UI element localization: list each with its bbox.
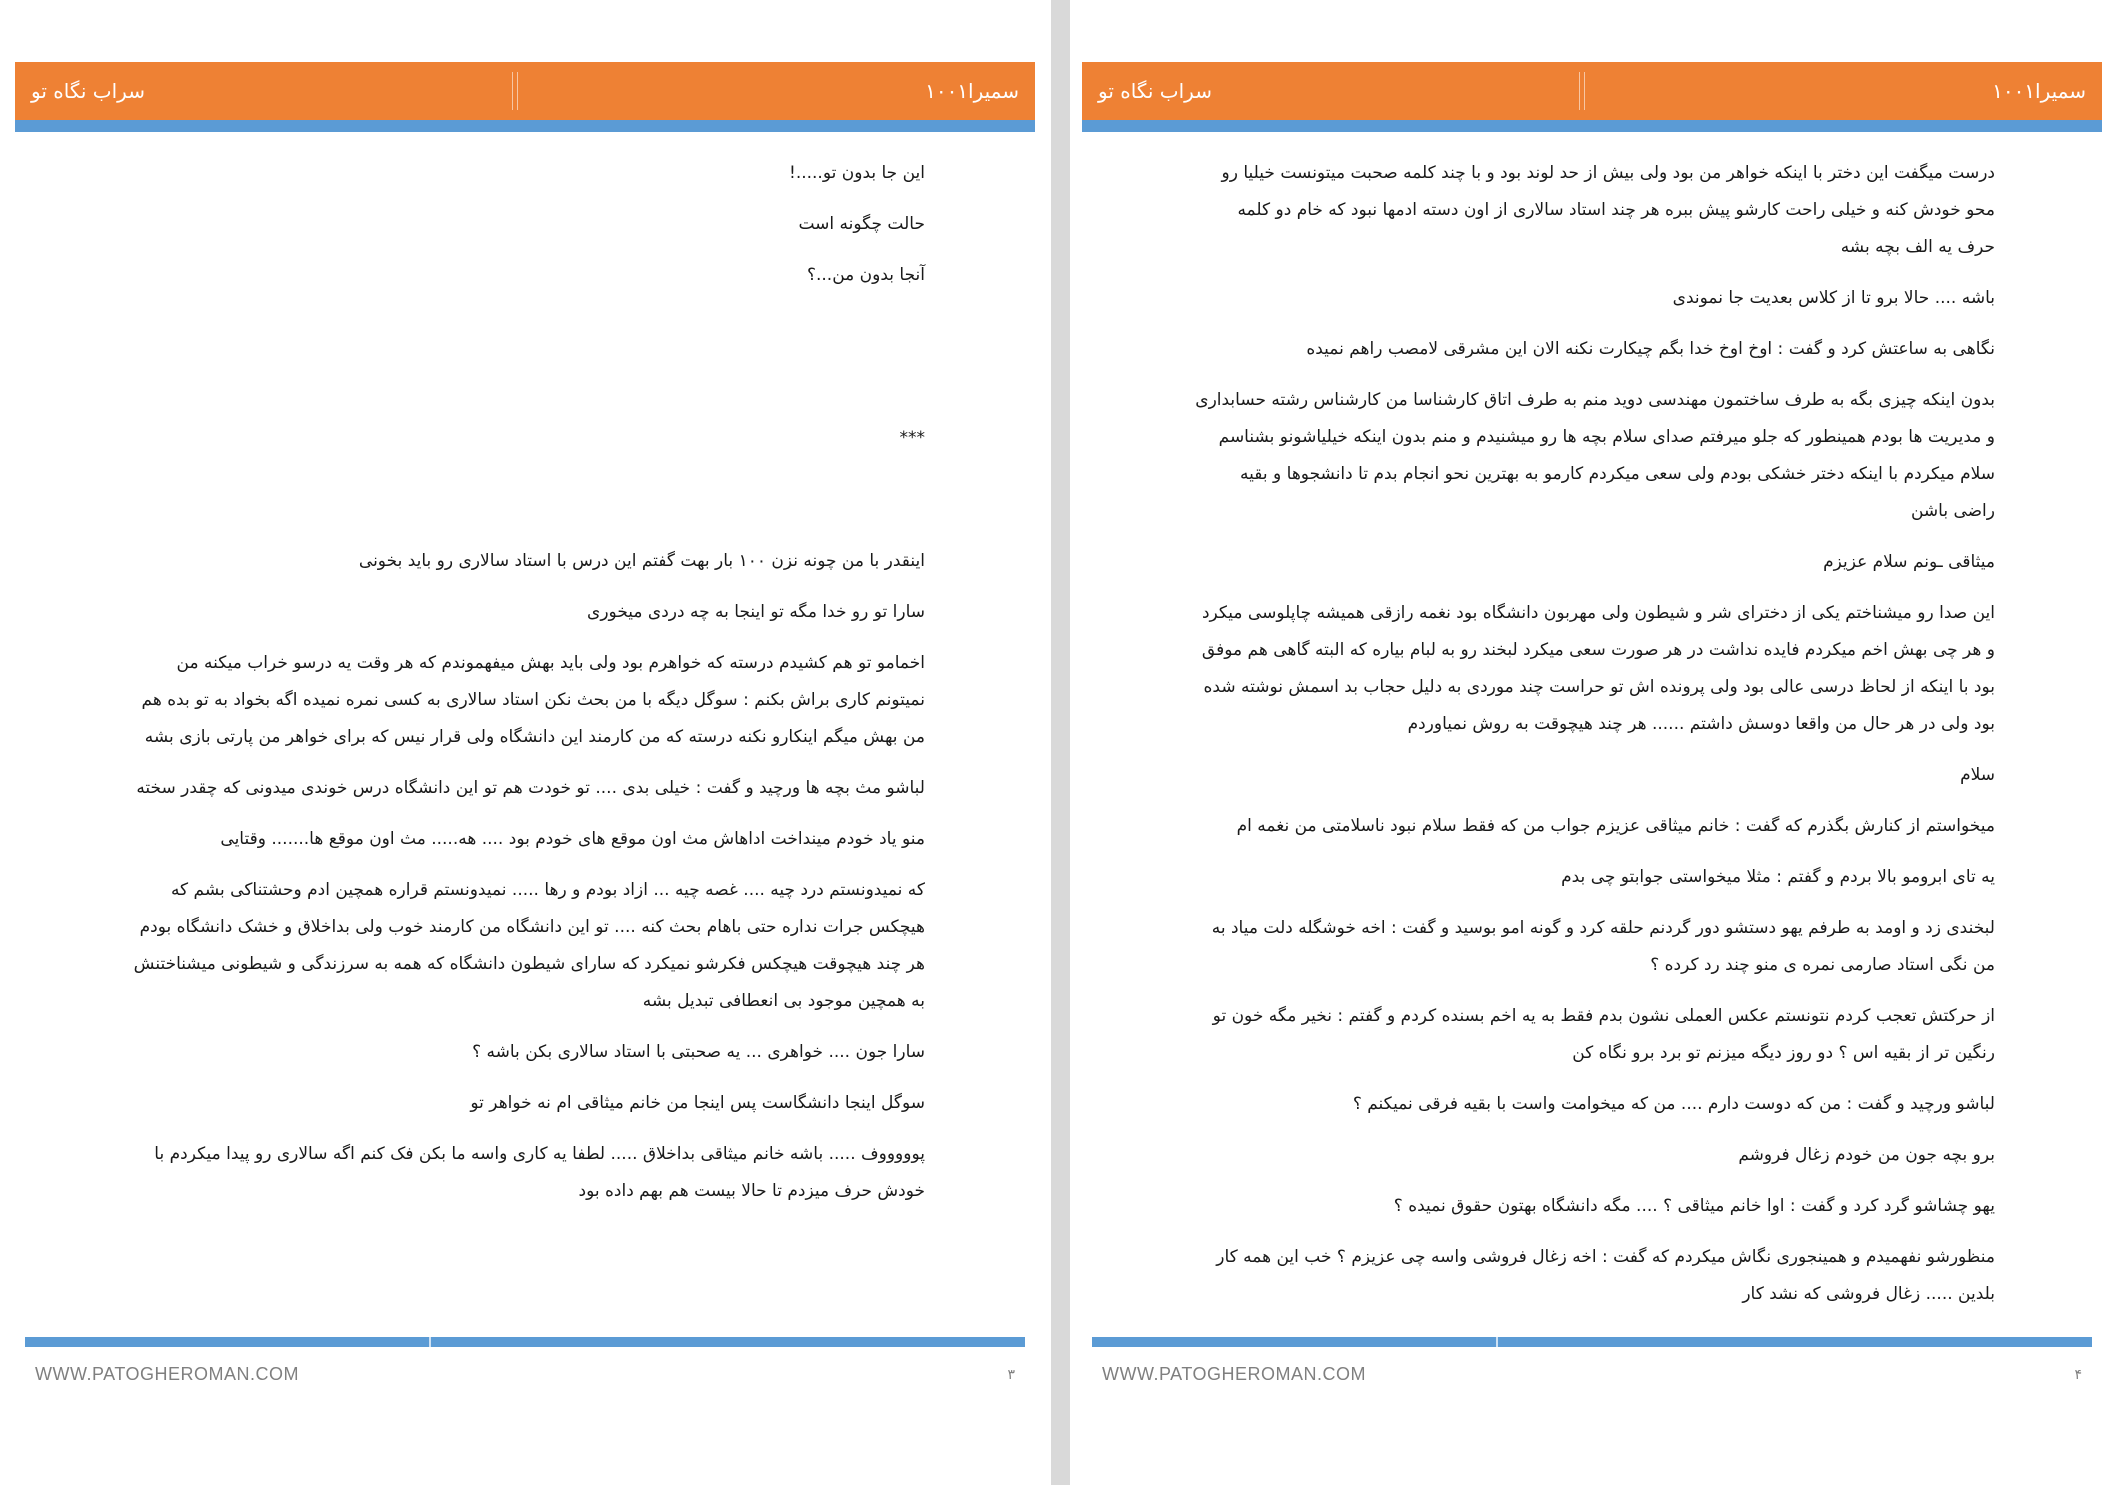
footer-accent-bar <box>1092 1337 2092 1347</box>
page-footer <box>35 1362 1015 1386</box>
footer-website: WWW.PATOGHEROMAN.COM <box>35 1363 299 1384</box>
page-header <box>15 62 1035 120</box>
header-accent-bar <box>15 120 1035 132</box>
page-text <box>1195 155 1995 1327</box>
paragraph: یه تای ابرومو بالا بردم و گفتم : مثلا میخواستی جوابتو چی بدم <box>1561 867 1995 887</box>
page-header <box>1082 62 2102 120</box>
paragraph: نگاهی به ساعتش کرد و گفت : اوخ اوخ خدا بگم چیکارت نکنه الان این مشرقی لامصب راهم نمیده <box>1306 339 1995 359</box>
header-book-title: سراب نگاه تو <box>1098 79 1212 103</box>
page-footer <box>1102 1362 2082 1386</box>
paragraph: منظورشو نفهمیدم و همینجوری نگاش میکردم که گفت : اخه زغال فروشی واسه چی عزیزم ؟ خب این همه کار بلدین ..... زغال فروشی که نشد کار <box>1216 1247 1995 1304</box>
paragraph: منو یاد خودم مینداخت اداهاش مث اون موقع های خودم بود .... هه..... مث اون موقع ها....... وقتایی <box>220 829 925 849</box>
paragraph: پوووووف ..... باشه خانم میثاقی بداخلاق ..... لطفا یه کاری واسه ما بکن فک کنم اگه سالاری رو پیدا میکردم با خودش حرف میزدم تا حالا بیست هم بهم داده بود <box>154 1144 925 1201</box>
page-text <box>125 155 925 1224</box>
page-gutter <box>1051 0 1070 1485</box>
paragraph: برو بچه جون من خودم زغال فروشم <box>1738 1145 1995 1165</box>
paragraph: میثاقی ـونم سلام عزیزم <box>1823 552 1995 572</box>
paragraph: میخواستم از کنارش بگذرم که گفت : خانم میثاقی عزیزم جواب من که فقط سلام نبود ناسلامتی من نغمه ام <box>1236 816 1995 836</box>
paragraph: که نمیدونستم درد چیه .... غصه چیه ... ازاد بودم و رها ..... نمیدونستم قراره همچین ادم وحشتناکی بشم که هیچکس جرات نداره حتی باهام بحث کنه .... تو این دانشگاه من کارمند خوب ولی بداخلاق و خشک دانشگاه بودم هر چند هیچوقت هیچکس فکرشو نمیکرد که سارای شیطون دانشگاه که همه به سرزندگی و شیطونی میشناختنش به همچین موجود بی انعطافی تبدیل بشه <box>133 880 925 1011</box>
page-number: ۳ <box>1007 1365 1015 1382</box>
paragraph: بدون اینکه چیزی بگه به طرف ساختمون مهندسی دوید منم به طرف اتاق کارشناسا من کارشناس رشته حسابداری و مدیریت ها بودم همینطور که جلو میرفتم صدای سلام بچه ها رو میشنیدم و منم بدون اینکه خیلیاشونو بشناسم سلام میکردم با اینکه دختر خشکی بودم ولی سعی میکردم کارمو به بهترین نحو انجام بدم تا دانشجوها و بقیه راضی باشن <box>1195 390 1995 521</box>
page-3 <box>0 0 1051 1485</box>
header-divider <box>1579 72 1580 110</box>
paragraph: اینقدر با من چونه نزن ۱۰۰ بار بهت گفتم این درس با استاد سالاری رو باید بخونی <box>358 551 925 571</box>
paragraph: لباشو ورچید و گفت : من که دوست دارم .... من که میخوامت واست با بقیه فرقی نمیکنم ؟ <box>1352 1094 1995 1114</box>
header-book-title: سراب نگاه تو <box>31 79 145 103</box>
paragraph: لبخندی زد و اومد به طرفم یهو دستشو دور گردنم حلقه کرد و گونه امو بوسید و گفت : اخه خوشگله دلت میاد به من نگی استاد صارمی نمره ی منو چند رد کرده ؟ <box>1211 918 1995 975</box>
header-divider <box>1584 72 1585 110</box>
section-break-stars: *** <box>899 428 925 448</box>
paragraph: سلام <box>1960 765 1995 785</box>
page-4 <box>1070 0 2117 1485</box>
paragraph: این صدا رو میشناختم یکی از دخترای شر و شیطون ولی مهربون دانشگاه بود نغمه رازقی همیشه چاپلوسی میکرد و هر چی بهش اخم میکردم فایده نداشت در هر صورت سعی میکرد لبخند رو به لبام بیاره که البته گاهی هم موفق بود با اینکه از لحاظ درسی عالی بود ولی پرونده اش تو حراست چند موردی به دلیل حجاب بد اسمش نوشته شده بود ولی در هر حال من واقعا دوسش داشتم ...... هر چند هیچوقت به روش نمیاوردم <box>1201 603 1995 734</box>
paragraph: اخمامو تو هم کشیدم درسته که خواهرم بود ولی باید بهش میفهموندم که هر وقت یه درسو خراب میکنه من نمیتونم کاری براش بکنم : سوگل دیگه با من بحث نکن استاد سالاری به کسی نمره نمیده اگه بخواد به تو بده هم من بهش میگم اینکارو نکنه درسته که من کارمند این دانشگاه ولی قرار نیس که برای خواهر من پارتی بازی بشه <box>141 653 925 747</box>
paragraph: درست میگفت این دختر با اینکه خواهر من بود ولی بیش از حد لوند بود و با چند کلمه صحبت میتونست خیلیا رو محو خودش کنه و خیلی راحت کارشو پیش ببره هر چند استاد سالاری از اون دسته ادمها نبود که خام دو کلمه حرف یه الف بچه بشه <box>1221 163 1995 257</box>
header-divider <box>517 72 518 110</box>
paragraph: لباشو مث بچه ها ورچید و گفت : خیلی بدی .... تو خودت هم تو این دانشگاه درس خوندی میدونی که چقدر سخته <box>136 778 925 798</box>
paragraph: سارا تو رو خدا مگه تو اینجا به چه دردی میخوری <box>587 602 925 622</box>
paragraph: از حرکتش تعجب کردم نتونستم عکس العملی نشون بدم فقط به یه اخم بسنده کردم و گفتم : نخیر مگه خون تو رنگین تر از بقیه اس ؟ دو روز دیگه میزنم تو برد برو نگاه کن <box>1212 1006 1995 1063</box>
header-divider <box>512 72 513 110</box>
paragraph: یهو چشاشو گرد کرد و گفت : اوا خانم میثاقی ؟ .... مگه دانشگاه بهتون حقوق نمیده ؟ <box>1393 1196 1995 1216</box>
paragraph: سوگل اینجا دانشگاست پس اینجا من خانم میثاقی ام نه خواهر تو <box>470 1093 925 1113</box>
poem-line: این جا بدون تو.....! <box>789 163 925 183</box>
footer-website: WWW.PATOGHEROMAN.COM <box>1102 1363 1366 1384</box>
header-accent-bar <box>1082 120 2102 132</box>
header-author: سمیرا۱۰۰۱ <box>925 79 1019 103</box>
footer-accent-bar <box>25 1337 1025 1347</box>
paragraph: سارا جون .... خواهری ... یه صحبتی با استاد سالاری بکن باشه ؟ <box>472 1042 925 1062</box>
paragraph: باشه .... حالا برو تا از کلاس بعدیت جا نموندی <box>1672 288 1995 308</box>
page-number: ۴ <box>2074 1365 2082 1382</box>
header-author: سمیرا۱۰۰۱ <box>1992 79 2086 103</box>
poem-line: حالت چگونه است <box>798 214 925 234</box>
poem-line: آنجا بدون من...؟ <box>806 265 925 285</box>
